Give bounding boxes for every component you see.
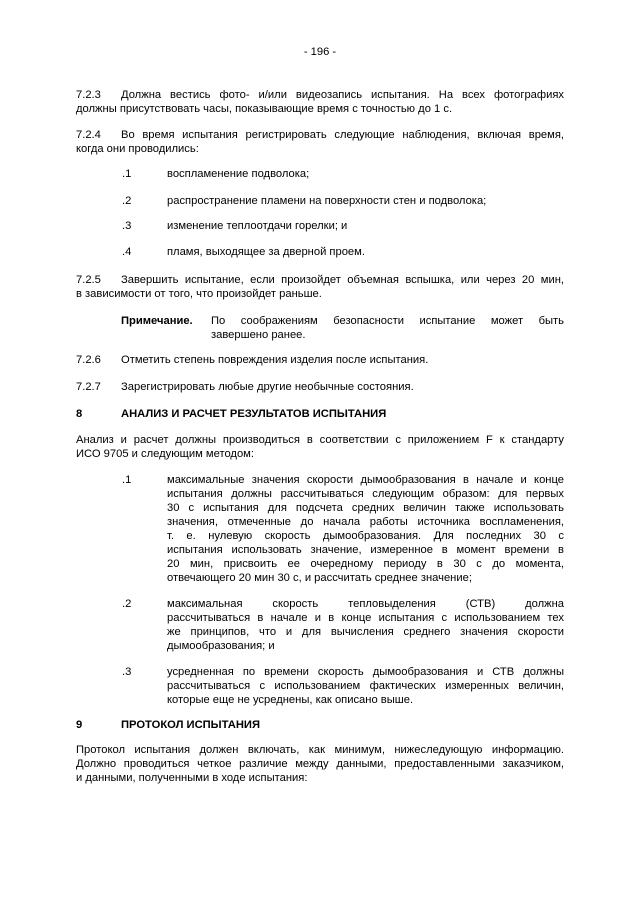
list-item-number: .2 (122, 195, 132, 207)
list-item-line: максимальная скорость тепловыделения (СТВ) должна (167, 598, 564, 610)
section-9-line-1: Протокол испытания должен включать, как минимум, нижеследующую информацию. (76, 744, 564, 756)
list-item-line: испытания должны рассчитываться следующим образом: для первых (167, 488, 564, 500)
list-item-number: .1 (122, 168, 132, 180)
paragraph-number-7-2-5: 7.2.5 (76, 274, 101, 286)
list-item-line: испытания использовать значение, измеренное в момент времени в (167, 544, 564, 556)
section-8-title: АНАЛИЗ И РАСЧЕТ РЕЗУЛЬТАТОВ ИСПЫТАНИЯ (121, 408, 387, 420)
paragraph-7-2-3-line-1: Должна вестись фото- и/или видеозапись испытания. На всех фотографиях (121, 89, 564, 101)
list-item-line: рассчитываться в начале и в конце испытания с использованием тех (167, 612, 564, 624)
list-item-line: 20 мин, присвоить ее очередному периоду в 30 с до момента, (167, 558, 564, 570)
paragraph-7-2-4-line-2: когда они проводились: (76, 143, 199, 155)
paragraph-number-7-2-6: 7.2.6 (76, 354, 101, 366)
note-label: Примечание. (121, 315, 193, 327)
list-item-number: .1 (122, 474, 132, 486)
list-item-line: т. е. нулевую скорость дымообразования. Для последних 30 с (167, 530, 564, 542)
list-item-line: значения, отмеченные до начала работы источника воспламенения, (167, 516, 564, 528)
list-item-line: максимальные значения скорости дымообразования в начале и конце (167, 474, 564, 486)
note-line-1: По соображениям безопасности испытание может быть (211, 315, 564, 327)
paragraph-7-2-3-line-2: должны присутствовать часы, показывающие время с точностью до 1 с. (76, 103, 453, 115)
paragraph-number-7-2-3: 7.2.3 (76, 89, 101, 101)
paragraph-7-2-7-text: Зарегистрировать любые другие необычные состояния. (121, 381, 414, 393)
list-item-line: которые еще не усреднены, как описано выше. (167, 694, 414, 706)
list-item-text: распространение пламени на поверхности стен и подволока; (167, 195, 487, 207)
section-8-number: 8 (76, 408, 83, 420)
paragraph-7-2-6-text: Отметить степень повреждения изделия после испытания. (121, 354, 429, 366)
list-item-line: рассчитываться с использованием фактических измеренных величин, (167, 680, 564, 692)
section-9-title: ПРОТОКОЛ ИСПЫТАНИЯ (121, 719, 261, 731)
list-item-number: .3 (122, 220, 132, 232)
paragraph-7-2-5-line-2: в зависимости от того, что произойдет раньше. (76, 288, 322, 300)
paragraph-7-2-4-line-1: Во время испытания регистрировать следующие наблюдения, включая время, (121, 129, 564, 141)
note-line-2: завершено ранее. (211, 329, 306, 341)
list-item-line: же принципов, что и для вычисления среднего значения скорости (167, 626, 564, 638)
list-item-number: .3 (122, 666, 132, 678)
list-item-line: усредненная по времени скорость дымообразования и СТВ должны (167, 666, 564, 678)
section-8-intro-line-1: Анализ и расчет должны производиться в соответствии с приложением F к стандарту (76, 434, 564, 446)
list-item-line: 30 с испытания для подсчета средних величин также использовать (167, 502, 564, 514)
list-item-text: изменение теплоотдачи горелки; и (167, 220, 348, 232)
list-item-number: .4 (122, 246, 132, 258)
section-9-line-2: Должно проводиться четкое различие между данными, предоставленными заказчиком, (76, 758, 564, 770)
list-item-text: пламя, выходящее за дверной проем. (167, 246, 365, 258)
section-9-number: 9 (76, 719, 83, 731)
list-item-line: дымообразования; и (167, 640, 275, 652)
paragraph-7-2-5-line-1: Завершить испытание, если произойдет объемная вспышка, или через 20 мин, (121, 274, 564, 286)
list-item-text: воспламенение подволока; (167, 168, 310, 180)
section-8-intro-line-2: ИСО 9705 и следующим методом: (76, 448, 254, 460)
list-item-number: .2 (122, 598, 132, 610)
paragraph-number-7-2-4: 7.2.4 (76, 129, 101, 141)
list-item-line: отвечающего 20 мин 30 с, и рассчитать среднее значение; (167, 572, 472, 584)
paragraph-number-7-2-7: 7.2.7 (76, 381, 101, 393)
section-9-line-3: и данными, полученными в ходе испытания: (76, 772, 308, 784)
page-number: - 196 - (303, 46, 337, 58)
